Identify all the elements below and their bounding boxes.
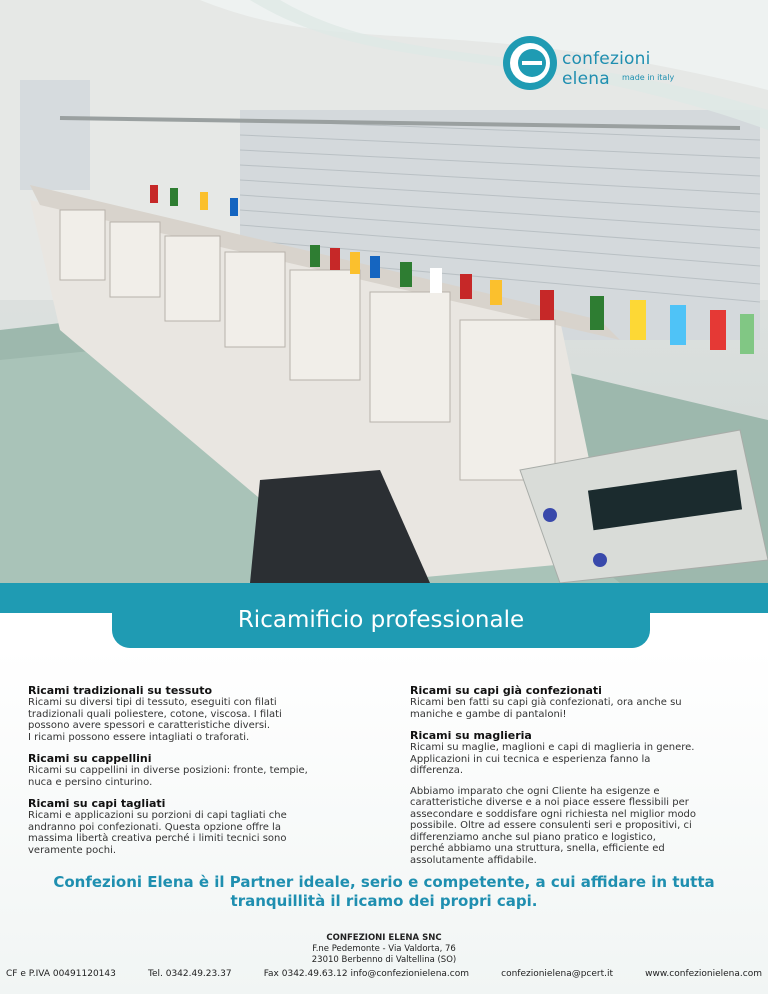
section-heading: Ricami su capi tagliati — [28, 797, 166, 810]
section-caps — [28, 752, 348, 788]
section-heading: Ricami tradizionali su tessuto — [28, 684, 213, 697]
brand-tagline: made in italy — [622, 73, 675, 82]
brand-logo — [500, 33, 700, 93]
section-cut-pieces — [28, 797, 348, 856]
section-text: Ricami su diversi tipi di tessuto, eseguiti con filati tradizionali quali poliestere, cotone, viscosa. I filati possono avere spessori e caratteristiche diversi. I ricami possono essere intagliati o traforati. — [28, 697, 282, 743]
page-title: Ricamificio professionale — [237, 607, 525, 633]
section-text: Ricami su cappellini in diverse posizioni: fronte, tempie, nuca e persino cinturino. — [28, 765, 308, 788]
section-heading: Ricami su maglieria — [410, 729, 532, 742]
section-knitwear — [410, 729, 740, 777]
title-tab — [112, 592, 650, 648]
brand-name: confezioni elena — [562, 49, 651, 89]
footer-website[interactable]: www.confezionielena.com — [645, 969, 762, 979]
footer-tel: Tel. 0342.49.23.37 — [147, 969, 232, 979]
footer-fax-email[interactable]: Fax 0342.49.63.12 info@confezionielena.com — [263, 969, 469, 979]
company-name: CONFEZIONI ELENA SNC — [326, 933, 442, 943]
partner-tagline: Confezioni Elena è il Partner ideale, serio e competente, a cui affidare in tutta tranquillità il ricamo dei propri capi. — [53, 873, 715, 910]
section-finished-garments — [410, 684, 740, 720]
section-heading: Ricami su capi già confezionati — [410, 684, 602, 697]
footer-pec-email[interactable]: confezionielena@pcert.it — [501, 969, 614, 979]
footer — [6, 969, 762, 979]
company-address: F.ne Pedemonte - Via Valdorta, 76 — [312, 944, 456, 954]
section-traditional — [28, 684, 348, 743]
left-column — [28, 684, 348, 865]
right-column — [410, 684, 740, 866]
section-text: Ricami su maglie, maglioni e capi di maglieria in genere. Applicazioni in cui tecnica e esperienza fanno la differenza. — [410, 742, 695, 776]
company-info — [0, 933, 768, 966]
company-city: 23010 Berbenno di Valtellina (SO) — [311, 955, 457, 965]
ce-circle-logo-icon — [500, 33, 560, 93]
section-text: Ricami e applicazioni su porzioni di capi tagliati che andranno poi confezionati. Questa opzione offre la massima libertà creativa perché i limiti tecnici sono veramente pochi. — [28, 810, 287, 856]
footer-vat: CF e P.IVA 00491120143 — [6, 969, 116, 979]
section-heading: Ricami su cappellini — [28, 752, 152, 765]
closing-paragraph: Abbiamo imparato che ogni Cliente ha esigenze e caratteristiche diverse e a noi piace essere flessibili per assecondare e soddisfare ogni richiesta nel miglior modo possibile. Oltre ad essere consulenti seri e propositivi, ci differenziamo anche sul piano pratico e logistico, perché abbiamo una struttura, snella, efficiente ed assolutamente affidabile. — [410, 785, 697, 866]
section-text: Ricami ben fatti su capi già confezionati, ora anche su maniche e gambe di pantaloni! — [410, 697, 682, 720]
